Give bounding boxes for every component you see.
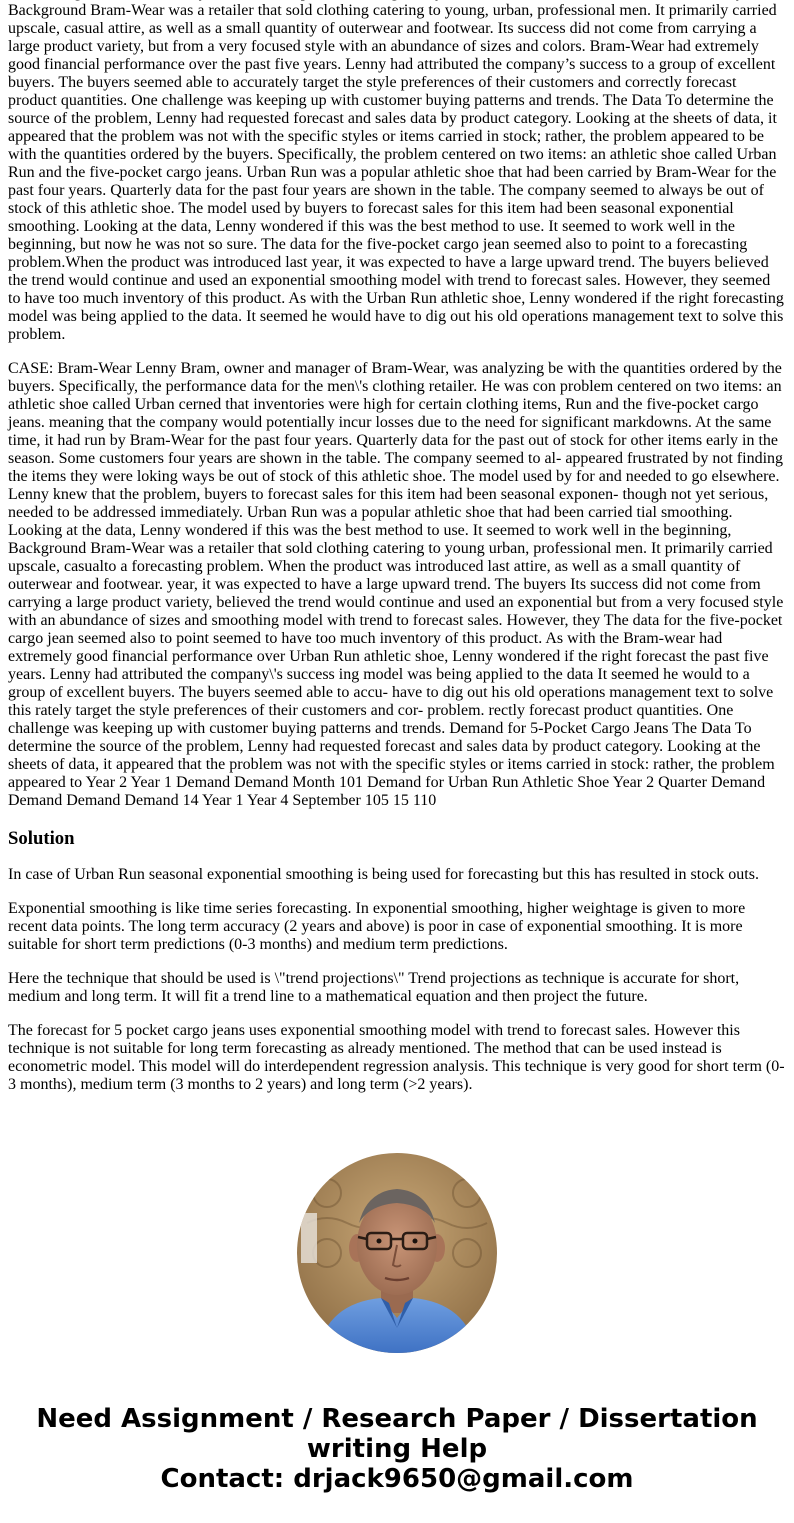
case-paragraph-2: CASE: Bram-Wear Lenny Bram, owner and manager of Bram-Wear, was analyzing be with the quantities ordered by the buyers. Specifically, the performance data for the men\'s clothing retailer. He was con problem centered on two items: an athletic shoe called Urban cerned that inventories were high for certain clothing items, Run and the five-pocket cargo jeans. meaning that the company would potentially incur losses due to the need for significant markdowns. At the same time, it had run by Bram-Wear for the past four years. Quarterly data for the past out of stock for other items early in the season. Some customers four years are shown in the table. The company seemed to al- appeared frustrated by not finding the items they were loking ways be out of stock of this athletic shoe. The model used by for and needed to go elsewhere. Lenny knew that the problem, buyers to forecast sales for this item had been seasonal exponen- though not yet serious, needed to be addressed immediately. Urban Run was a popular athletic shoe that had been carried tial smoothing. Looking at the data, Lenny wondered if this was the best method to use. It seemed to work well in the beginning, Background Bram-Wear was a retailer that sold clothing catering to young urban, professional men. It primarily carried upscale, casualto a forecasting problem. When the product was introduced last attire, as well as a small quantity of outerwear and footwear. year, it was expected to have a large upward trend. The buyers Its success did not come from carrying a large product variety, believed the trend would continue and used an exponential but from a very focused style with an abundance of sizes and smoothing model with trend to forecast sales. However, they The data for the five-pocket cargo jean seemed also to point seemed to have too much inventory of this product. As with the Bram-wear had extremely good financial performance over Urban Run athletic shoe, Lenny wondered if the right forecast the past five years. Lenny had attributed the company\'s success ing model was being applied to the data It seemed he would to a group of excellent buyers. The buyers seemed able to accu- have to dig out his old operations management text to solve this rately target the style preferences of their customers and cor- problem. rectly forecast product quantities. One challenge was keeping up with customer buying patterns and trends. Demand for 5-Pocket Cargo Jeans The Data To determine the source of the problem, Lenny had requested forecast and sales data by product category. Looking at the sheets of data, it appeared that the problem was not with the specific styles or items carried in stock: rather, the problem appeared to Year 2 Year 1 Demand Demand Month 101 Demand for Urban Run Athletic Shoe Year 2 Quarter Demand Demand Demand Demand 14 Year 1 Year 4 September 105 15 110 bbox=[8, 360, 784, 809]
solution-heading: Solution bbox=[8, 828, 75, 849]
solution-paragraph-2: Exponential smoothing is like time series forecasting. In exponential smoothing, higher weightage is given to more recent data points. The long term accuracy (2 years and above) is poor in case of exponential smoothing. It is more suitable for short term predictions (0-3 months) and medium term predictions. bbox=[8, 900, 746, 953]
solution-paragraph-3: Here the technique that should be used is \"trend projections\" Trend projections as technique is accurate for short, medium and long term. It will fit a trend line to a mathematical equation and then project the future. bbox=[8, 970, 740, 1005]
author-avatar bbox=[297, 1153, 497, 1353]
banner-line-writing-help: writing Help bbox=[306, 1434, 488, 1464]
author-portrait-image bbox=[297, 1153, 497, 1353]
case-paragraph-1: Background Bram-Wear was a retailer that sold clothing catering to young, urban, professional men. It primarily carried upscale, casual attire, as well as a small quantity of outerwear and footwear. Its success did not come from carrying a large product variety, but from a very focused style with an abundance of sizes and colors. Bram-Wear had extremely good financial performance over the past five years. Lenny had attributed the company’s success to a group of excellent buyers. The buyers seemed able to accurately target the style preferences of their customers and correctly forecast product quantities. One challenge was keeping up with customer buying patterns and trends. The Data To determine the source of the problem, Lenny had requested forecast and sales data by product category. Looking at the sheets of data, it appeared that the problem was not with the specific styles or items carried in stock; rather, the problem appeared to be with the quantities ordered by the buyers. Specifically, the problem centered on two items: an athletic shoe called Urban Run and the five-pocket cargo jeans. Urban Run was a popular athletic shoe that had been carried by Bram-Wear for the past four years. Quarterly data for the past four years are shown in the table. The company seemed to always be out of stock of this athletic shoe. The model used by buyers to forecast sales for this item had been seasonal exponential smoothing. Looking at the data, Lenny wondered if this was the best method to use. It seemed to work well in the beginning, but now he was not so sure. The data for the five-pocket cargo jean seemed also to point to a forecasting problem.When the product was introduced last year, it was expected to have a large upward trend. The buyers believed the trend would continue and used an exponential smoothing model with trend to forecast sales. However, they seemed to have too much inventory of this product. As with the Urban Run athletic shoe, Lenny wondered if the right forecasting model was being applied to the data. It seemed he would have to dig out his old operations management text to solve this problem. bbox=[8, 2, 784, 343]
solution-paragraph-4: The forecast for 5 pocket cargo jeans uses exponential smoothing model with trend to forecast sales. However this technique is not suitable for long term forecasting as already mentioned. The method that can be used instead is econometric model. This model will do interdependent regression analysis. This technique is very good for short term (0-3 months), medium term (3 months to 2 years) and long term (>2 years). bbox=[8, 1022, 785, 1093]
banner-line-contact-email: Contact: drjack9650@gmail.com bbox=[160, 1464, 634, 1494]
article-content bbox=[8, 0, 786, 1110]
contact-banner bbox=[0, 1404, 794, 1494]
banner-line-assignment-help: Need Assignment / Research Paper / Dissertation bbox=[36, 1404, 758, 1434]
solution-paragraph-1: In case of Urban Run seasonal exponential smoothing is being used for forecasting but this has resulted in stock outs. bbox=[8, 866, 759, 883]
